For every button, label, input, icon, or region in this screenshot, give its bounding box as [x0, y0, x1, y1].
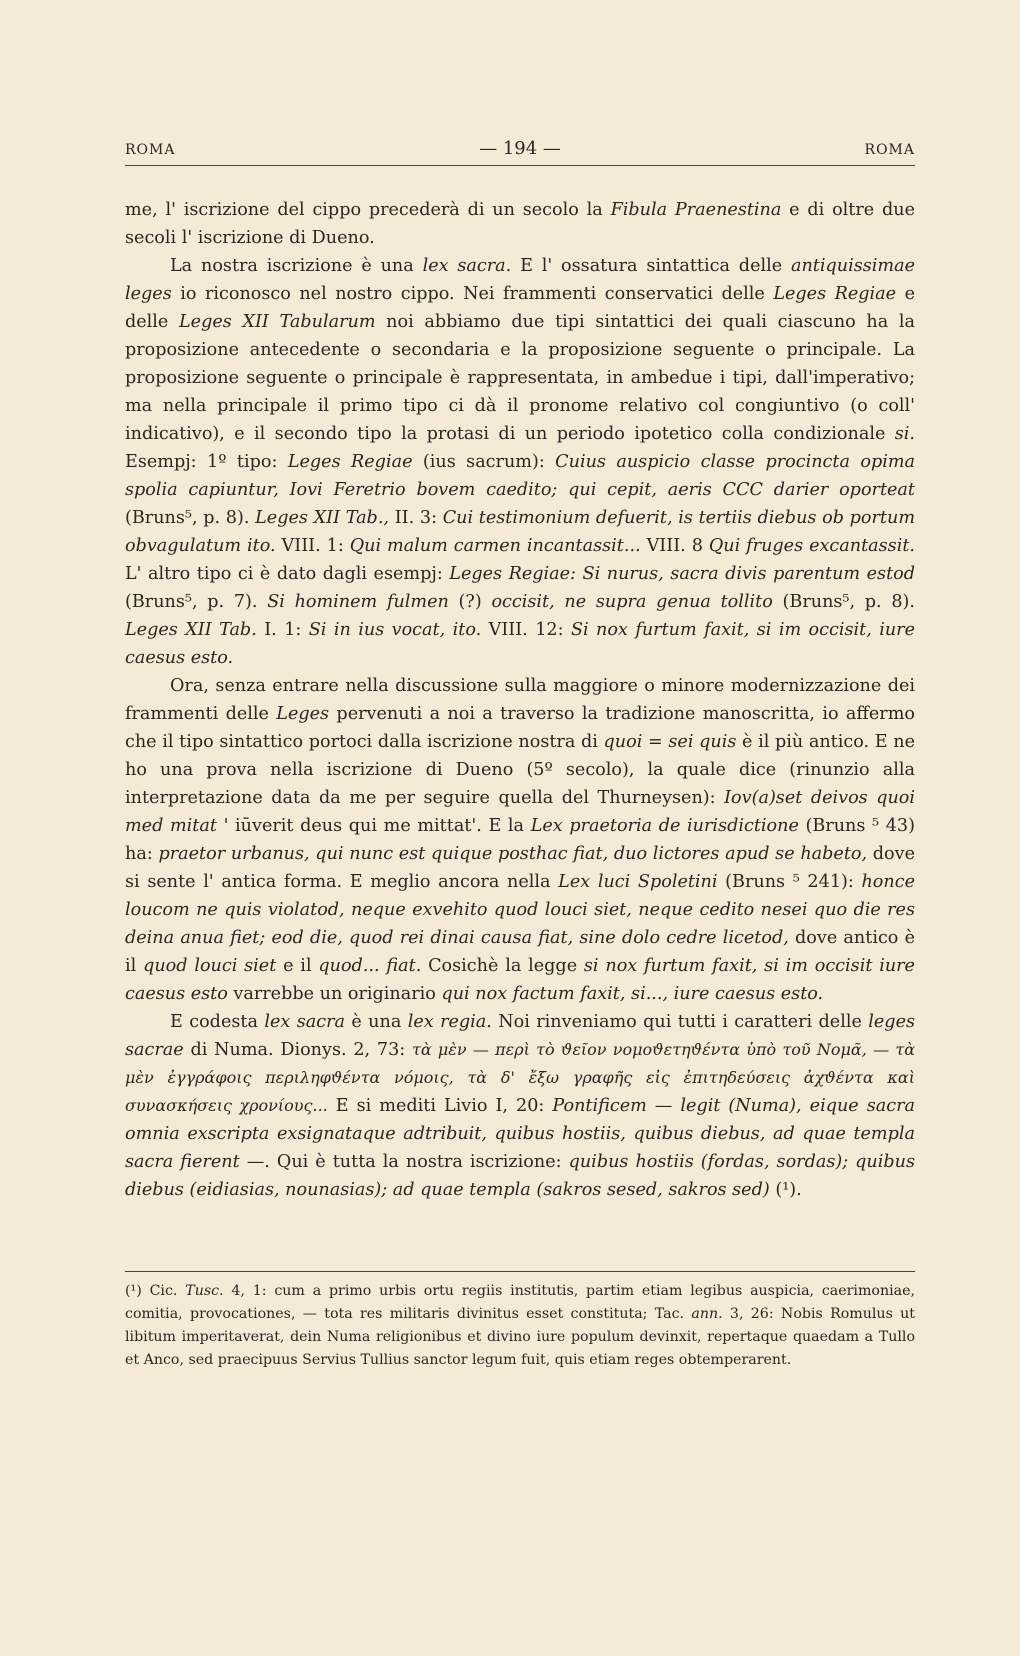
italic-run: Leges Regiae	[773, 284, 897, 304]
italic-run: Lex praetoria de iurisdictione	[530, 816, 799, 836]
text-run: noi abbiamo due tipi sintattici dei quali ciascuno ha la proposizione antecedente o secondaria e la proposizione seguente o principale. La proposizione seguente o principale è rappresentata, in ambedue i tipi, dall'imperativo; ma nella principale il primo tipo ci dà il pronome relativo col congiuntivo (o coll' indicativo), e il secondo tipo la protasi di un periodo ipotetico colla condizionale	[125, 312, 916, 444]
text-run: e di oltre due secoli l' iscrizione di Dueno.	[125, 200, 916, 248]
italic-run: si.	[894, 424, 915, 444]
text-run: è il più antico. E ne ho una prova nella iscrizione di Dueno (5º secolo), la quale dice (rinunzio alla interpretazione data da me per seguire quella del Thurneysen):	[125, 732, 915, 808]
header-rule	[125, 165, 915, 166]
header-left-title: ROMA	[125, 142, 176, 158]
italic-run: lex sacra	[264, 1012, 345, 1032]
italic-run: Fibula Praenestina	[610, 200, 782, 220]
italic-run: Cuius auspicio classe procincta opima spolia capiuntur, Iovi Feretrio bovem caedito; qui cepit, aeris CCC darier oporteat	[125, 452, 916, 500]
text-run: me, l' iscrizione del cippo precederà di un secolo la	[125, 200, 611, 220]
italic-run: leges sacrae	[125, 1012, 916, 1060]
text-run: VIII. 12:	[481, 620, 571, 640]
text-run: varrebbe un originario	[227, 984, 442, 1004]
italic-run: Leges XII Tab.	[125, 620, 257, 640]
italic-run: Cui testimonium defuerit, is tertiis diebus ob portum obvagulatum ito.	[125, 508, 916, 556]
italic-run: quoi = sei quis	[603, 732, 737, 752]
text-run: ' iūverit deus qui me mittat'. E la	[216, 816, 531, 836]
text-run: L' altro tipo ci è dato dagli esempj:	[125, 564, 450, 584]
italic-run: Leges Regiae	[287, 452, 413, 472]
text-run: 3, 26: Nobis Romulus ut libitum imperitaverat, dein Numa religionibus et divino iure populum devinxit, repertaque quaedam a Tullo et Anco, sed praecipuus Servius Tullius sanctor legum fuit, quis etiam reges obtemperarent.	[125, 1306, 915, 1368]
greek-quotation: τὰ μὲν — περὶ τὸ ϑεῖον νομοϑετηϑέντα ὑπὸ τοῦ Νομᾶ, — τὰ μὲν ἐγγράφοις περιληφϑέντα νόμοις, τὰ δ' ἔξω γραφῆς εἰς ἐπιτηδεύσεις ἀχϑέντα καὶ συνασκήσεις χρονίους...	[125, 1040, 915, 1115]
text-run: II. 3:	[389, 508, 443, 528]
text-run: (Bruns⁵, p. 8).	[125, 508, 256, 528]
text-run: (¹).	[769, 1180, 802, 1200]
text-run: pervenuti a noi a traverso la tradizione manoscritta, io affermo che il tipo sintattico portoci dalla iscrizione nostra di	[125, 704, 915, 752]
text-run: E codesta	[170, 1012, 265, 1032]
text-run: 4, 1: cum a primo urbis ortu regiis institutis, partim etiam legibus auspicia, caerimoniae, comitia, provocationes, — tota res militaris divinitus esset constituta; Tac.	[125, 1283, 915, 1322]
text-run: E l' ossatura sintattica delle	[511, 256, 791, 276]
text-run: I. 1:	[256, 620, 309, 640]
text-run: (ius sacrum):	[412, 452, 556, 472]
italic-run: lex sacra.	[422, 256, 512, 276]
italic-run: Leges XII Tabularum	[179, 312, 376, 332]
italic-run: honce loucom ne quis violatod, neque exvehito quod louci siet, neque cedito nesei quo die res deina anua fiet; eod die, quod rei dinai causa fiat, sine dolo cedre licetod,	[125, 872, 915, 948]
italic-run: Lex luci Spoletini	[558, 872, 718, 892]
italic-run: quibus hostiis (fordas, sordas); quibus diebus (eidiasias, nounasias); ad quae templa (sakros sesed, sakros sed)	[125, 1152, 916, 1200]
header-right-title: ROMA	[864, 142, 915, 158]
footnote-rule	[125, 1271, 915, 1272]
main-text	[125, 196, 915, 1204]
italic-run: Tusc.	[185, 1283, 224, 1299]
text-run: —. Qui è tutta la nostra iscrizione:	[239, 1152, 569, 1172]
paragraph	[125, 196, 915, 252]
text-run: (?)	[448, 592, 492, 612]
italic-run: Pontificem — legit (Numa), eique sacra omnia exscripta exsignataque adtribuit, quibus hostiis, quibus diebus, ad quae templa sacra fierent	[125, 1096, 915, 1172]
italic-run: Si hominem fulmen	[267, 592, 449, 612]
text-run: Esempj: 1º tipo:	[125, 452, 288, 472]
text-run: e il	[276, 956, 319, 976]
text-run: (Bruns⁵, p. 7).	[125, 592, 268, 612]
text-run: dove si sente l' antica forma. E meglio ancora nella	[125, 844, 915, 892]
text-run: (Bruns ⁵ 241):	[717, 872, 862, 892]
italic-run: Qui fruges excantassit.	[708, 536, 915, 556]
text-run: dove antico è il	[125, 928, 916, 976]
footnote	[125, 1280, 915, 1372]
italic-run: ann.	[691, 1306, 723, 1322]
italic-run: Leges Regiae: Si nurus, sacra divis parentum estod	[449, 564, 915, 584]
italic-run: lex regia.	[407, 1012, 492, 1032]
italic-run: Si in ius vocat, ito.	[308, 620, 482, 640]
text-run: Ora, senza entrare nella discussione sulla maggiore o minore modernizzazione dei frammenti delle	[125, 676, 915, 724]
italic-run: Iov(a)set deivos quoi med mitat	[125, 788, 916, 836]
text-run: Cosichè la legge	[421, 956, 584, 976]
page-number: — 194 —	[479, 138, 561, 159]
running-header	[125, 138, 915, 164]
text-run: E si mediti Livio I, 20:	[327, 1096, 553, 1116]
text-run: VIII. 8	[640, 536, 709, 556]
text-run: (Bruns ⁵ 43) ha:	[125, 816, 915, 864]
paragraph	[125, 672, 915, 1008]
italic-run: Si nox furtum faxit, si im occisit, iure caesus esto.	[125, 620, 916, 668]
italic-run: Leges XII Tab.,	[255, 508, 390, 528]
text-run: La nostra iscrizione è una	[170, 256, 423, 276]
text-run: e delle	[125, 284, 915, 332]
text-run: è una	[344, 1012, 408, 1032]
text-run: VIII. 1:	[275, 536, 350, 556]
italic-run: quod louci siet	[143, 956, 277, 976]
paragraph	[125, 252, 915, 672]
text-run: io riconosco nel nostro cippo. Nei frammenti conservatici delle	[171, 284, 774, 304]
italic-run: occisit, ne supra genua tollito	[491, 592, 773, 612]
text-run: (Bruns⁵, p. 8).	[772, 592, 916, 612]
italic-run: antiquissimae leges	[125, 256, 915, 304]
italic-run: si nox furtum faxit, si im occisit iure caesus esto	[125, 956, 915, 1004]
text-run: di Numa. Dionys. 2, 73:	[183, 1040, 412, 1060]
italic-run: quod... fiat.	[318, 956, 422, 976]
italic-run: praetor urbanus, qui nunc est quique posthac fiat, duo lictores apud se habeto,	[158, 844, 868, 864]
text-run: Noi rinveniamo qui tutti i caratteri delle	[491, 1012, 869, 1032]
paragraph	[125, 1008, 915, 1204]
text-run: (¹) Cic.	[125, 1283, 186, 1299]
italic-run: Leges	[276, 704, 330, 724]
italic-run: Qui malum carmen incantassit...	[349, 536, 641, 556]
italic-run: qui nox factum faxit, si..., iure caesus esto.	[441, 984, 824, 1004]
